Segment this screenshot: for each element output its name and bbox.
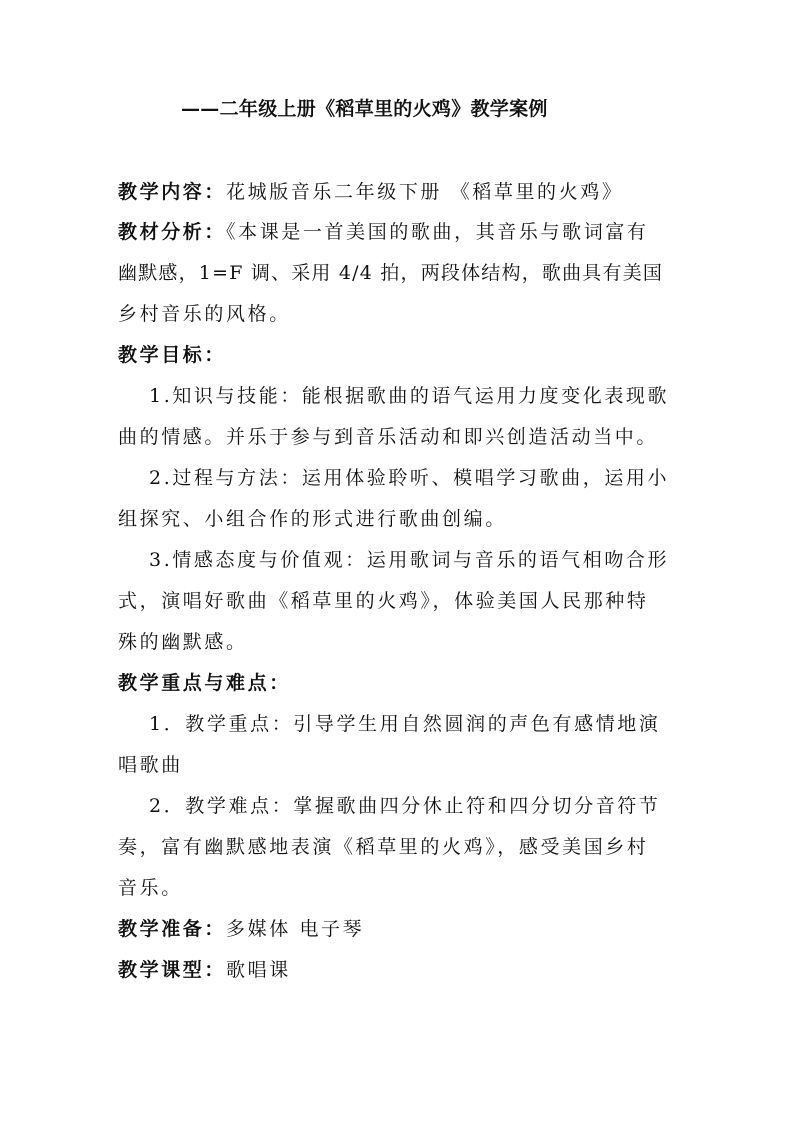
material-analysis-line-3: 乡村音乐的风格。	[118, 303, 291, 325]
goal-1-line-2: 曲的情感。并乐于参与到音乐活动和即兴创造活动当中。	[118, 426, 659, 448]
teaching-goals-label: 教学目标：	[118, 344, 227, 366]
goal-1-line-1: 1.知识与技能：能根据歌曲的语气运用力度变化表现歌	[149, 385, 670, 407]
material-analysis-label: 教材分析：	[118, 221, 227, 243]
key-point-1-line-2: 唱歌曲	[118, 754, 183, 776]
key-point-2-line-2: 奏，富有幽默感地表演《稻草里的火鸡》，感受美国乡村	[118, 836, 649, 858]
goal-3-line-1: 3.情感态度与价值观：运用歌词与音乐的语气相吻合形	[149, 549, 670, 571]
material-analysis-text-1: 《本课是一首美国的歌曲，其音乐与歌词富有	[226, 221, 649, 243]
teaching-preparation-label: 教学准备：	[118, 918, 227, 940]
material-analysis-line-1	[118, 217, 649, 244]
material-analysis-line-2: 幽默感，1=F 调、采用 4/4 拍，两段体结构，歌曲具有美国	[118, 262, 664, 284]
document-title: ——二年级上册《稻草里的火鸡》教学案例	[181, 98, 548, 120]
key-point-2-line-3: 音乐。	[118, 877, 183, 899]
teaching-preparation-text: 多媒体 电子琴	[226, 918, 365, 940]
key-point-2-line-1: 2．教学难点：掌握歌曲四分休止符和四分切分音符节	[149, 795, 661, 817]
key-points-label: 教学重点与难点：	[118, 672, 291, 694]
lesson-type-label: 教学课型：	[118, 959, 227, 981]
key-point-1-line-1: 1．教学重点：引导学生用自然圆润的声色有感情地演	[149, 713, 661, 735]
teaching-content-label: 教学内容：	[118, 181, 227, 203]
goal-2-line-2: 组探究、小组合作的形式进行歌曲创编。	[118, 508, 507, 530]
key-points-heading	[118, 668, 291, 695]
teaching-goals-heading	[118, 340, 226, 367]
teaching-content-text: 花城版音乐二年级下册 《稻草里的火鸡》	[226, 181, 624, 203]
teaching-content-line	[118, 177, 623, 204]
goal-3-line-2: 式，演唱好歌曲《稻草里的火鸡》，体验美国人民那种特	[118, 590, 649, 612]
lesson-type-line	[118, 955, 291, 982]
teaching-preparation-line	[118, 914, 364, 941]
goal-2-line-1: 2.过程与方法：运用体验聆听、模唱学习歌曲，运用小	[149, 467, 670, 489]
goal-3-line-3: 殊的幽默感。	[118, 631, 248, 653]
lesson-type-text: 歌唱课	[226, 959, 291, 981]
